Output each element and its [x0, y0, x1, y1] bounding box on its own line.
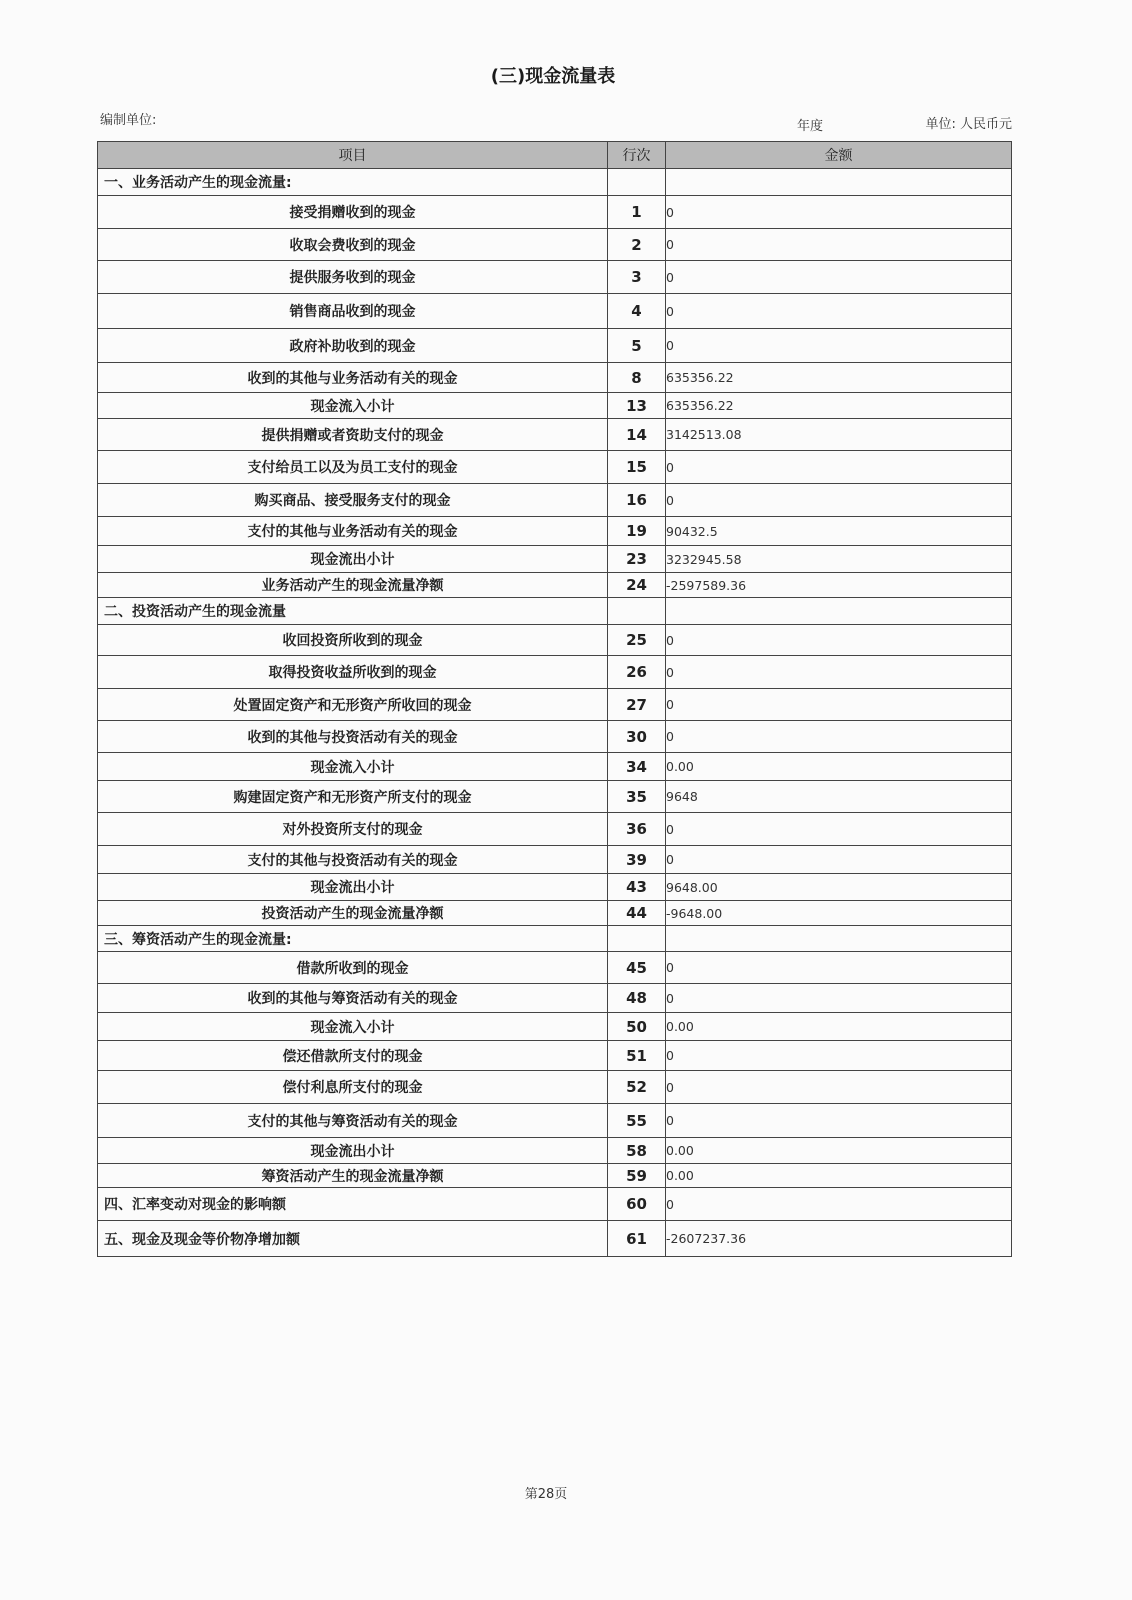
- line-number: 48: [608, 984, 666, 1013]
- line-number: 43: [608, 874, 666, 901]
- item-label: 取得投资收益所收到的现金: [98, 656, 608, 689]
- item-label: 筹资活动产生的现金流量净额: [98, 1164, 608, 1188]
- header-item: 项目: [98, 142, 608, 169]
- section-row: [98, 926, 1012, 952]
- line-number: 1: [608, 196, 666, 229]
- table-row: [98, 901, 1012, 926]
- amount-value: 0: [666, 721, 1012, 753]
- amount-value: [666, 926, 1012, 952]
- line-number: [608, 598, 666, 625]
- header-amount: 金额: [666, 142, 1012, 169]
- item-label: 支付的其他与业务活动有关的现金: [98, 517, 608, 546]
- amount-value: [666, 598, 1012, 625]
- section-label: 四、汇率变动对现金的影响额: [98, 1188, 608, 1221]
- item-label: 收到的其他与筹资活动有关的现金: [98, 984, 608, 1013]
- table-row: [98, 813, 1012, 846]
- item-label: 销售商品收到的现金: [98, 294, 608, 329]
- amount-value: 0: [666, 229, 1012, 261]
- amount-value: 9648: [666, 781, 1012, 813]
- item-label: 购建固定资产和无形资产所支付的现金: [98, 781, 608, 813]
- table-row: [98, 984, 1012, 1013]
- table-row: [98, 874, 1012, 901]
- amount-value: 0: [666, 656, 1012, 689]
- table-row: [98, 419, 1012, 451]
- table-row: [98, 573, 1012, 598]
- amount-value: 3232945.58: [666, 546, 1012, 573]
- table-row: [98, 1041, 1012, 1071]
- table-row: [98, 1071, 1012, 1104]
- table-row: [98, 546, 1012, 573]
- amount-value: -2607237.36: [666, 1221, 1012, 1257]
- amount-value: 0: [666, 846, 1012, 874]
- amount-value: 0: [666, 261, 1012, 294]
- table-row: [98, 1138, 1012, 1164]
- line-number: 55: [608, 1104, 666, 1138]
- line-number: 19: [608, 517, 666, 546]
- table-row: [98, 363, 1012, 393]
- amount-value: 0: [666, 329, 1012, 363]
- table-row: [98, 846, 1012, 874]
- amount-value: 0: [666, 984, 1012, 1013]
- amount-value: 90432.5: [666, 517, 1012, 546]
- amount-value: [666, 169, 1012, 196]
- line-number: 14: [608, 419, 666, 451]
- item-label: 收到的其他与业务活动有关的现金: [98, 363, 608, 393]
- amount-value: 0: [666, 294, 1012, 329]
- line-number: 23: [608, 546, 666, 573]
- item-label: 偿付利息所支付的现金: [98, 1071, 608, 1104]
- table-row: [98, 294, 1012, 329]
- item-label: 支付给员工以及为员工支付的现金: [98, 451, 608, 484]
- section-label: 三、筹资活动产生的现金流量:: [98, 926, 608, 952]
- header-line: 行次: [608, 142, 666, 169]
- line-number: 2: [608, 229, 666, 261]
- table-row: [98, 1013, 1012, 1041]
- amount-value: 0: [666, 813, 1012, 846]
- line-number: 8: [608, 363, 666, 393]
- amount-value: 0.00: [666, 1138, 1012, 1164]
- line-number: 3: [608, 261, 666, 294]
- amount-value: 635356.22: [666, 393, 1012, 419]
- line-number: 44: [608, 901, 666, 926]
- item-label: 政府补助收到的现金: [98, 329, 608, 363]
- table-row: [98, 656, 1012, 689]
- amount-value: 0.00: [666, 753, 1012, 781]
- item-label: 现金流出小计: [98, 1138, 608, 1164]
- table-row: [98, 753, 1012, 781]
- year-label: 年度: [797, 119, 824, 134]
- item-label: 投资活动产生的现金流量净额: [98, 901, 608, 926]
- line-number: 35: [608, 781, 666, 813]
- table-row: [98, 393, 1012, 419]
- line-number: 39: [608, 846, 666, 874]
- section-row: [98, 1221, 1012, 1257]
- item-label: 现金流入小计: [98, 753, 608, 781]
- item-label: 支付的其他与投资活动有关的现金: [98, 846, 608, 874]
- section-row: [98, 598, 1012, 625]
- section-label: 二、投资活动产生的现金流量: [98, 598, 608, 625]
- item-label: 处置固定资产和无形资产所收回的现金: [98, 689, 608, 721]
- section-row: [98, 169, 1012, 196]
- prepared-by-label: 编制单位:: [100, 113, 157, 128]
- line-number: 30: [608, 721, 666, 753]
- line-number: 36: [608, 813, 666, 846]
- item-label: 借款所收到的现金: [98, 952, 608, 984]
- item-label: 收到的其他与投资活动有关的现金: [98, 721, 608, 753]
- table-row: [98, 229, 1012, 261]
- amount-value: 0: [666, 689, 1012, 721]
- line-number: 5: [608, 329, 666, 363]
- amount-value: 9648.00: [666, 874, 1012, 901]
- line-number: [608, 926, 666, 952]
- item-label: 接受捐赠收到的现金: [98, 196, 608, 229]
- amount-value: 635356.22: [666, 363, 1012, 393]
- table-row: [98, 329, 1012, 363]
- page-number: 第28页: [524, 1487, 568, 1502]
- amount-value: 0: [666, 484, 1012, 517]
- amount-value: 0: [666, 451, 1012, 484]
- item-label: 提供服务收到的现金: [98, 261, 608, 294]
- table-header-row: [98, 142, 1012, 169]
- item-label: 收回投资所收到的现金: [98, 625, 608, 656]
- item-label: 提供捐赠或者资助支付的现金: [98, 419, 608, 451]
- item-label: 购买商品、接受服务支付的现金: [98, 484, 608, 517]
- item-label: 对外投资所支付的现金: [98, 813, 608, 846]
- table-row: [98, 484, 1012, 517]
- amount-value: 0: [666, 1071, 1012, 1104]
- amount-value: -9648.00: [666, 901, 1012, 926]
- line-number: 25: [608, 625, 666, 656]
- amount-value: 3142513.08: [666, 419, 1012, 451]
- line-number: 26: [608, 656, 666, 689]
- page-title: (三)现金流量表: [490, 66, 616, 87]
- item-label: 现金流入小计: [98, 393, 608, 419]
- amount-value: 0.00: [666, 1013, 1012, 1041]
- amount-value: 0: [666, 196, 1012, 229]
- item-label: 现金流出小计: [98, 546, 608, 573]
- amount-value: 0: [666, 1104, 1012, 1138]
- line-number: 60: [608, 1188, 666, 1221]
- currency-unit-label: 单位: 人民币元: [925, 117, 1012, 132]
- item-label: 业务活动产生的现金流量净额: [98, 573, 608, 598]
- line-number: 27: [608, 689, 666, 721]
- table-row: [98, 1164, 1012, 1188]
- item-label: 收取会费收到的现金: [98, 229, 608, 261]
- table-row: [98, 625, 1012, 656]
- section-label: 一、业务活动产生的现金流量:: [98, 169, 608, 196]
- line-number: 13: [608, 393, 666, 419]
- amount-value: 0.00: [666, 1164, 1012, 1188]
- line-number: 4: [608, 294, 666, 329]
- item-label: 支付的其他与筹资活动有关的现金: [98, 1104, 608, 1138]
- line-number: 52: [608, 1071, 666, 1104]
- table-row: [98, 1104, 1012, 1138]
- amount-value: 0: [666, 952, 1012, 984]
- table-row: [98, 261, 1012, 294]
- amount-value: 0: [666, 625, 1012, 656]
- line-number: 61: [608, 1221, 666, 1257]
- item-label: 现金流出小计: [98, 874, 608, 901]
- item-label: 偿还借款所支付的现金: [98, 1041, 608, 1071]
- table-row: [98, 721, 1012, 753]
- section-row: [98, 1188, 1012, 1221]
- line-number: 58: [608, 1138, 666, 1164]
- line-number: 59: [608, 1164, 666, 1188]
- item-label: 现金流入小计: [98, 1013, 608, 1041]
- line-number: 34: [608, 753, 666, 781]
- line-number: 45: [608, 952, 666, 984]
- amount-value: -2597589.36: [666, 573, 1012, 598]
- line-number: 50: [608, 1013, 666, 1041]
- cash-flow-table: [97, 141, 1012, 1257]
- table-row: [98, 517, 1012, 546]
- table-row: [98, 689, 1012, 721]
- table-row: [98, 781, 1012, 813]
- table-row: [98, 451, 1012, 484]
- section-label: 五、现金及现金等价物净增加额: [98, 1221, 608, 1257]
- line-number: 24: [608, 573, 666, 598]
- line-number: 51: [608, 1041, 666, 1071]
- line-number: 16: [608, 484, 666, 517]
- line-number: [608, 169, 666, 196]
- amount-value: 0: [666, 1041, 1012, 1071]
- line-number: 15: [608, 451, 666, 484]
- amount-value: 0: [666, 1188, 1012, 1221]
- table-row: [98, 952, 1012, 984]
- table-row: [98, 196, 1012, 229]
